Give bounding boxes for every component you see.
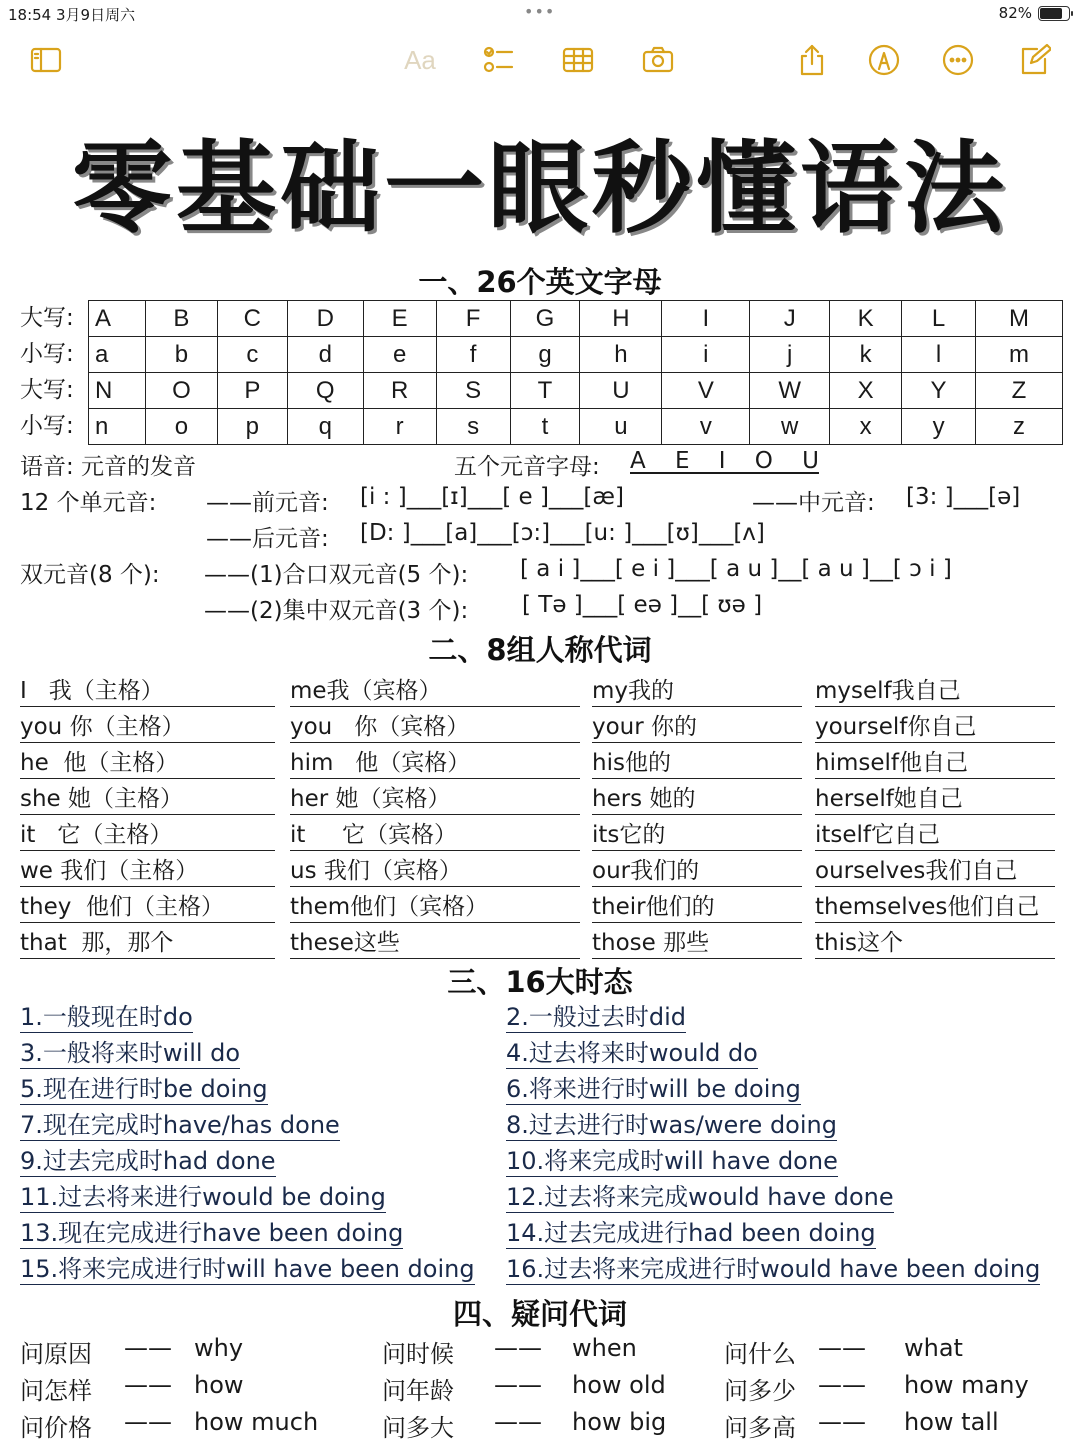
pronoun-row	[20, 850, 1060, 886]
pronoun-cell: your 你的	[592, 708, 802, 743]
letter-cell: K	[830, 301, 902, 337]
markup-pen-icon[interactable]	[864, 40, 904, 80]
letter-cell: Q	[287, 373, 363, 409]
dash-separator: ——	[494, 1371, 542, 1399]
letter-cell: o	[145, 409, 217, 445]
letter-cell: U	[580, 373, 662, 409]
tense-item: 7.现在完成时have/has done	[20, 1111, 340, 1139]
status-bar	[0, 0, 1080, 28]
pronoun-cell: ourselves我们自己	[815, 852, 1055, 887]
letter-cell: D	[287, 301, 363, 337]
pronoun-row	[20, 742, 1060, 778]
letter-cell: s	[436, 409, 510, 445]
page-title: 零基础一眼秒懂语法	[72, 130, 1008, 247]
letter-cell: b	[145, 337, 217, 373]
tense-item: 12.过去将来完成would have done	[506, 1183, 894, 1211]
letter-cell: Z	[976, 373, 1063, 409]
tense-item: 16.过去将来完成进行时would have been doing	[506, 1255, 1041, 1283]
letter-cell: j	[750, 337, 830, 373]
letter-cell: w	[750, 409, 830, 445]
pronoun-cell: this这个	[815, 924, 1055, 959]
dash-separator: ——	[494, 1408, 542, 1436]
dash-separator: ——	[818, 1371, 866, 1399]
letter-cell: Y	[902, 373, 976, 409]
letter-cell: x	[830, 409, 902, 445]
pronoun-cell: hers 她的	[592, 780, 802, 815]
share-icon[interactable]	[792, 40, 832, 80]
letter-cell: g	[510, 337, 580, 373]
pronoun-cell: its它的	[592, 816, 802, 851]
pronoun-cell: himself他自己	[815, 744, 1055, 779]
central-vowels: [3: ]___[ə]	[906, 484, 1021, 510]
pronoun-cell: you 你（宾格）	[290, 708, 580, 743]
alphabet-row	[89, 301, 1063, 337]
letter-cell: p	[217, 409, 287, 445]
letter-cell: E	[363, 301, 436, 337]
alphabet-row-labels	[20, 300, 74, 444]
question-label: 问什么	[724, 1340, 796, 1368]
letter-cell: P	[217, 373, 287, 409]
question-word: how much	[194, 1408, 319, 1436]
letter-cell: f	[436, 337, 510, 373]
vowels-label: 五个元音字母:	[454, 454, 600, 480]
letter-cell: t	[510, 409, 580, 445]
section-title-question-words: 四、疑问代词	[452, 1297, 627, 1331]
tense-item: 10.将来完成时will have done	[506, 1147, 838, 1175]
letter-cell: q	[287, 409, 363, 445]
compose-icon[interactable]	[1014, 40, 1054, 80]
letter-cell: v	[662, 409, 750, 445]
pronoun-cell: her 她（宾格）	[290, 780, 580, 815]
pronoun-cell: their他们的	[592, 888, 802, 923]
question-word: how big	[572, 1408, 667, 1436]
table-icon[interactable]	[558, 40, 598, 80]
alphabet-row	[89, 409, 1063, 445]
tense-item: 4.过去将来时would do	[506, 1039, 758, 1067]
pronoun-cell: those 那些	[592, 924, 802, 959]
pronoun-cell: us 我们（宾格）	[290, 852, 580, 887]
letter-cell: i	[662, 337, 750, 373]
question-label: 问多少	[724, 1377, 796, 1405]
battery-percent: 82%	[998, 4, 1032, 22]
letter-cell: m	[976, 337, 1063, 373]
dash-separator: ——	[818, 1334, 866, 1362]
pronoun-cell: that 那，那个	[20, 924, 275, 959]
pronoun-cell: them他们（宾格）	[290, 888, 580, 923]
question-word: how many	[904, 1371, 1029, 1399]
pronoun-cell: I 我（主格）	[20, 672, 275, 707]
tense-item: 5.现在进行时be doing	[20, 1075, 268, 1103]
dash-separator: ——	[124, 1334, 172, 1362]
checklist-icon[interactable]	[478, 40, 518, 80]
question-label: 问年龄	[382, 1377, 454, 1405]
front-vowels-label: ——前元音:	[206, 490, 329, 516]
camera-icon[interactable]	[638, 40, 678, 80]
question-label: 问价格	[20, 1414, 92, 1440]
pronoun-row	[20, 814, 1060, 850]
letter-cell: z	[976, 409, 1063, 445]
pronoun-cell: they 他们（主格）	[20, 888, 275, 923]
letter-cell: N	[89, 373, 146, 409]
battery-icon	[1038, 6, 1070, 21]
pronoun-cell: you 你（主格）	[20, 708, 275, 743]
pronoun-cell: he 他（主格）	[20, 744, 275, 779]
pronoun-cell: our我们的	[592, 852, 802, 887]
front-vowels: [i : ]___[ɪ]___[ e ]___[æ]	[360, 484, 624, 510]
row-label: 小写:	[20, 341, 74, 367]
section-title-pronouns: 二、8组人称代词	[428, 633, 652, 667]
vowels-list: A E I O U	[630, 448, 819, 474]
letter-cell: n	[89, 409, 146, 445]
question-word: how	[194, 1371, 244, 1399]
pronoun-cell: she 她（主格）	[20, 780, 275, 815]
closing-diphthongs: [ a i ]___[ e i ]___[ a u ]__[ a u ]__[ ɔ i ]	[520, 556, 952, 582]
battery-indicator	[999, 4, 1070, 22]
more-options-icon[interactable]	[938, 40, 978, 80]
letter-cell: y	[902, 409, 976, 445]
letter-cell: M	[976, 301, 1063, 337]
pronoun-cell: we 我们（主格）	[20, 852, 275, 887]
pronoun-cell: itself它自己	[815, 816, 1055, 851]
letter-cell: H	[580, 301, 662, 337]
pronoun-cell: me我（宾格）	[290, 672, 580, 707]
tense-item: 13.现在完成进行have been doing	[20, 1219, 404, 1247]
pronoun-cell: themselves他们自己	[815, 888, 1055, 923]
letter-cell: G	[510, 301, 580, 337]
tense-item: 3.一般将来时will do	[20, 1039, 241, 1067]
pronoun-row	[20, 778, 1060, 814]
question-label: 问时候	[382, 1340, 454, 1368]
section-title-tenses: 三、16大时态	[447, 965, 633, 999]
tense-item: 9.过去完成时had done	[20, 1147, 276, 1175]
question-label: 问多大	[382, 1414, 454, 1440]
multitask-dots[interactable]: •••	[524, 2, 556, 21]
tense-item: 1.一般现在时do	[20, 1003, 193, 1031]
question-label: 问多高	[724, 1414, 796, 1440]
tense-item: 14.过去完成进行had been doing	[506, 1219, 876, 1247]
alphabet-table	[88, 300, 1063, 445]
text-format-button[interactable]: Aa	[404, 44, 436, 75]
letter-cell: L	[902, 301, 976, 337]
question-word: when	[572, 1334, 637, 1362]
question-label: 问原因	[20, 1340, 92, 1368]
central-vowels-label: ——中元音:	[752, 490, 875, 516]
letter-cell: A	[89, 301, 146, 337]
diphthong-label: 双元音(8 个):	[20, 562, 160, 588]
pronoun-cell: his他的	[592, 744, 802, 779]
letter-cell: c	[217, 337, 287, 373]
letter-cell: O	[145, 373, 217, 409]
letter-cell: J	[750, 301, 830, 337]
letter-cell: W	[750, 373, 830, 409]
pronoun-cell: herself她自己	[815, 780, 1055, 815]
letter-cell: d	[287, 337, 363, 373]
dash-separator: ——	[124, 1371, 172, 1399]
centering-diphthongs: [ Tə ]___[ eə ]__[ ʊə ]	[522, 592, 763, 618]
letter-cell: e	[363, 337, 436, 373]
question-word: how tall	[904, 1408, 999, 1436]
letter-cell: I	[662, 301, 750, 337]
row-label: 大写:	[20, 377, 74, 403]
back-vowels-label: ——后元音:	[206, 526, 329, 552]
alphabet-row	[89, 373, 1063, 409]
tense-item: 15.将来完成进行时will have been doing	[20, 1255, 475, 1283]
letter-cell: B	[145, 301, 217, 337]
question-label: 问怎样	[20, 1377, 92, 1405]
letter-cell: F	[436, 301, 510, 337]
centering-diphthongs-label: ——(2)集中双元音(3 个):	[204, 598, 469, 624]
pronoun-cell: myself我自己	[815, 672, 1055, 707]
row-label: 小写:	[20, 413, 74, 439]
question-word: why	[194, 1334, 244, 1362]
row-label: 大写:	[20, 305, 74, 331]
sidebar-toggle-icon[interactable]	[26, 40, 66, 80]
letter-cell: a	[89, 337, 146, 373]
back-vowels: [D: ]___[a]___[ɔ:]___[u: ]___[ʊ]___[ʌ]	[360, 520, 765, 546]
pronoun-cell: him 他（宾格）	[290, 744, 580, 779]
question-word: what	[904, 1334, 963, 1362]
alphabet-row	[89, 337, 1063, 373]
phonetics-label: 语音: 元音的发音	[20, 454, 197, 480]
pronoun-row	[20, 922, 1060, 958]
dash-separator: ——	[494, 1334, 542, 1362]
letter-cell: C	[217, 301, 287, 337]
pronoun-cell: it 它（主格）	[20, 816, 275, 851]
letter-cell: R	[363, 373, 436, 409]
pronoun-cell: these这些	[290, 924, 580, 959]
pronoun-row	[20, 886, 1060, 922]
tense-item: 6.将来进行时will be doing	[506, 1075, 801, 1103]
pronoun-cell: it 它（宾格）	[290, 816, 580, 851]
letter-cell: k	[830, 337, 902, 373]
letter-cell: T	[510, 373, 580, 409]
letter-cell: h	[580, 337, 662, 373]
pronoun-cell: my我的	[592, 672, 802, 707]
letter-cell: X	[830, 373, 902, 409]
section-title-alphabet: 一、26个英文字母	[418, 265, 662, 299]
pronoun-row	[20, 706, 1060, 742]
pronoun-row	[20, 670, 1060, 706]
letter-cell: l	[902, 337, 976, 373]
dash-separator: ——	[818, 1408, 866, 1436]
tense-item: 11.过去将来进行would be doing	[20, 1183, 386, 1211]
letter-cell: u	[580, 409, 662, 445]
tense-item: 2.一般过去时did	[506, 1003, 687, 1031]
notes-toolbar	[0, 40, 1080, 82]
tense-item: 8.过去进行时was/were doing	[506, 1111, 837, 1139]
closing-diphthongs-label: ——(1)合口双元音(5 个):	[204, 562, 469, 588]
letter-cell: S	[436, 373, 510, 409]
pronoun-cell: yourself你自己	[815, 708, 1055, 743]
letter-cell: r	[363, 409, 436, 445]
status-time: 18:54 3月9日周六	[8, 6, 136, 24]
letter-cell: V	[662, 373, 750, 409]
monophthong-label: 12 个单元音:	[20, 490, 157, 516]
question-word: how old	[572, 1371, 666, 1399]
dash-separator: ——	[124, 1408, 172, 1436]
